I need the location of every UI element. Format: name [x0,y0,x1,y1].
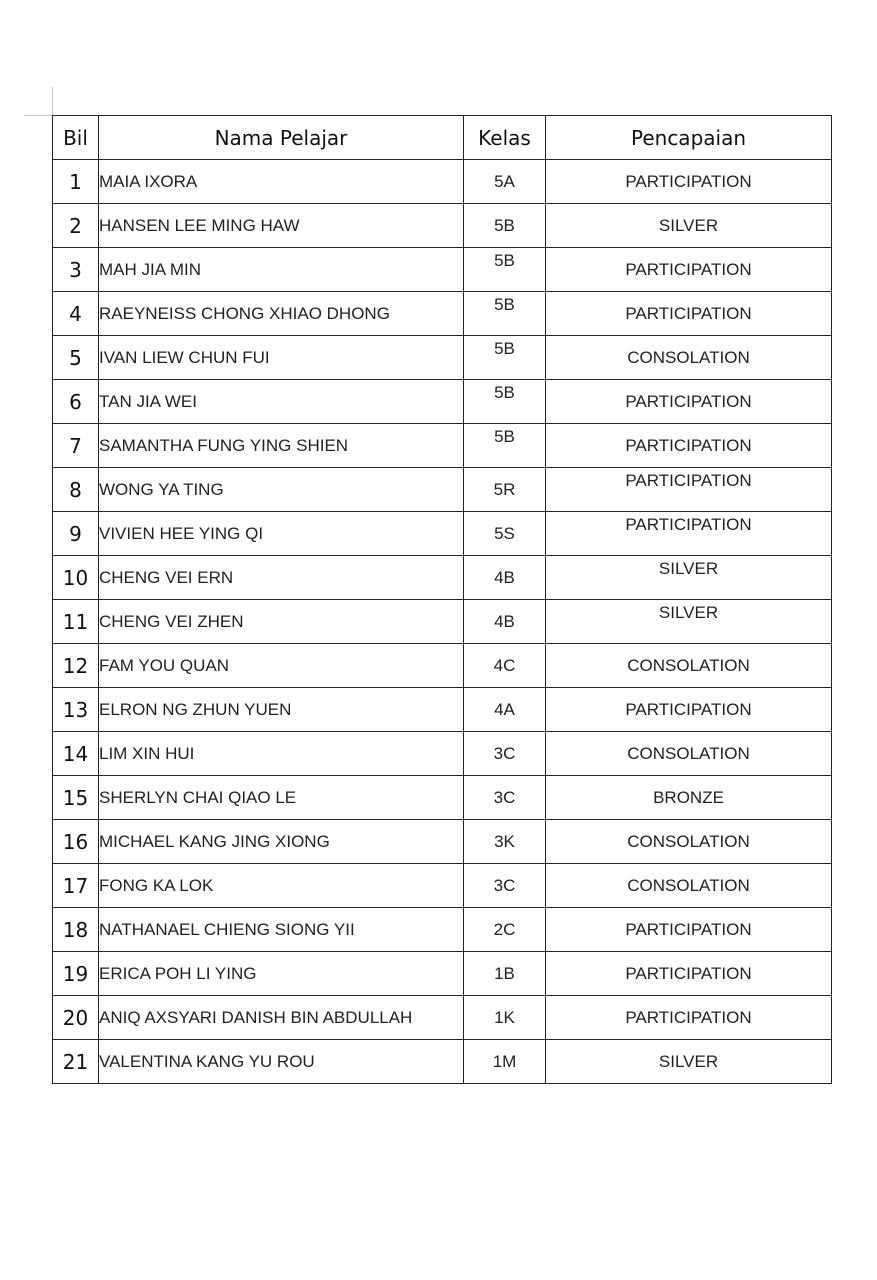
table-row [53,644,832,688]
row-number: 17 [53,864,99,908]
student-name: MICHAEL KANG JING XIONG [99,820,464,864]
row-number: 1 [53,160,99,204]
student-class: 1K [464,996,546,1040]
table-row [53,424,832,468]
student-achievement: PARTICIPATION [546,468,832,512]
header-kelas: Kelas [464,116,546,160]
student-class: 5S [464,512,546,556]
student-achievement: PARTICIPATION [546,380,832,424]
student-class: 1M [464,1040,546,1084]
row-number: 19 [53,952,99,996]
student-class: 3C [464,732,546,776]
student-achievement: CONSOLATION [546,644,832,688]
student-name: NATHANAEL CHIENG SIONG YII [99,908,464,952]
student-name: HANSEN LEE MING HAW [99,204,464,248]
row-number: 16 [53,820,99,864]
student-name: SHERLYN CHAI QIAO LE [99,776,464,820]
student-achievement: CONSOLATION [546,732,832,776]
student-name: FONG KA LOK [99,864,464,908]
student-name: MAIA IXORA [99,160,464,204]
student-achievement: CONSOLATION [546,336,832,380]
student-achievement: CONSOLATION [546,820,832,864]
row-number: 20 [53,996,99,1040]
student-achievement: PARTICIPATION [546,952,832,996]
student-name: LIM XIN HUI [99,732,464,776]
table-row [53,336,832,380]
student-name: TAN JIA WEI [99,380,464,424]
table-row [53,600,832,644]
row-number: 12 [53,644,99,688]
table-row [53,160,832,204]
table-row [53,864,832,908]
table-row [53,380,832,424]
table-row [53,952,832,996]
row-number: 8 [53,468,99,512]
table-row [53,292,832,336]
student-class: 5A [464,160,546,204]
page-corner-mark [24,115,53,116]
student-class: 1B [464,952,546,996]
student-class: 5R [464,468,546,512]
student-class: 5B [464,292,546,336]
row-number: 5 [53,336,99,380]
row-number: 3 [53,248,99,292]
table-row [53,468,832,512]
student-name: SAMANTHA FUNG YING SHIEN [99,424,464,468]
table-row [53,820,832,864]
student-class: 4A [464,688,546,732]
student-name: WONG YA TING [99,468,464,512]
table-row [53,248,832,292]
student-class: 5B [464,424,546,468]
student-class: 5B [464,336,546,380]
student-achievement: CONSOLATION [546,864,832,908]
row-number: 11 [53,600,99,644]
student-name: RAEYNEISS CHONG XHIAO DHONG [99,292,464,336]
student-class: 4B [464,556,546,600]
student-achievement: PARTICIPATION [546,996,832,1040]
student-class: 3K [464,820,546,864]
table-header-row [53,116,832,160]
header-nama-pelajar: Nama Pelajar [99,116,464,160]
table-row [53,908,832,952]
row-number: 21 [53,1040,99,1084]
row-number: 14 [53,732,99,776]
row-number: 15 [53,776,99,820]
student-name: VALENTINA KANG YU ROU [99,1040,464,1084]
table-row [53,1040,832,1084]
student-class: 3C [464,776,546,820]
page-corner-mark [52,87,53,115]
student-achievement: SILVER [546,1040,832,1084]
student-achievement: SILVER [546,600,832,644]
student-achievement: PARTICIPATION [546,248,832,292]
table-row [53,732,832,776]
row-number: 13 [53,688,99,732]
student-class: 4C [464,644,546,688]
student-class: 4B [464,600,546,644]
student-name: CHENG VEI ZHEN [99,600,464,644]
header-pencapaian: Pencapaian [546,116,832,160]
row-number: 4 [53,292,99,336]
student-achievement: PARTICIPATION [546,424,832,468]
table-row [53,996,832,1040]
student-achievement: PARTICIPATION [546,908,832,952]
student-name: CHENG VEI ERN [99,556,464,600]
student-achievement-table [52,115,832,1084]
student-class: 3C [464,864,546,908]
student-name: ERICA POH LI YING [99,952,464,996]
student-achievement: SILVER [546,204,832,248]
student-achievement: PARTICIPATION [546,512,832,556]
student-achievement: PARTICIPATION [546,160,832,204]
table-row [53,204,832,248]
row-number: 9 [53,512,99,556]
row-number: 10 [53,556,99,600]
header-bil: Bil [53,116,99,160]
row-number: 6 [53,380,99,424]
student-name: ANIQ AXSYARI DANISH BIN ABDULLAH [99,996,464,1040]
student-name: IVAN LIEW CHUN FUI [99,336,464,380]
student-name: FAM YOU QUAN [99,644,464,688]
student-achievement: PARTICIPATION [546,688,832,732]
table-row [53,688,832,732]
table-row [53,556,832,600]
student-achievement: BRONZE [546,776,832,820]
table-row [53,776,832,820]
row-number: 7 [53,424,99,468]
row-number: 18 [53,908,99,952]
student-class: 5B [464,380,546,424]
student-name: VIVIEN HEE YING QI [99,512,464,556]
student-achievement: SILVER [546,556,832,600]
table-row [53,512,832,556]
row-number: 2 [53,204,99,248]
student-name: ELRON NG ZHUN YUEN [99,688,464,732]
student-achievement: PARTICIPATION [546,292,832,336]
student-name: MAH JIA MIN [99,248,464,292]
student-class: 5B [464,248,546,292]
student-class: 5B [464,204,546,248]
student-class: 2C [464,908,546,952]
